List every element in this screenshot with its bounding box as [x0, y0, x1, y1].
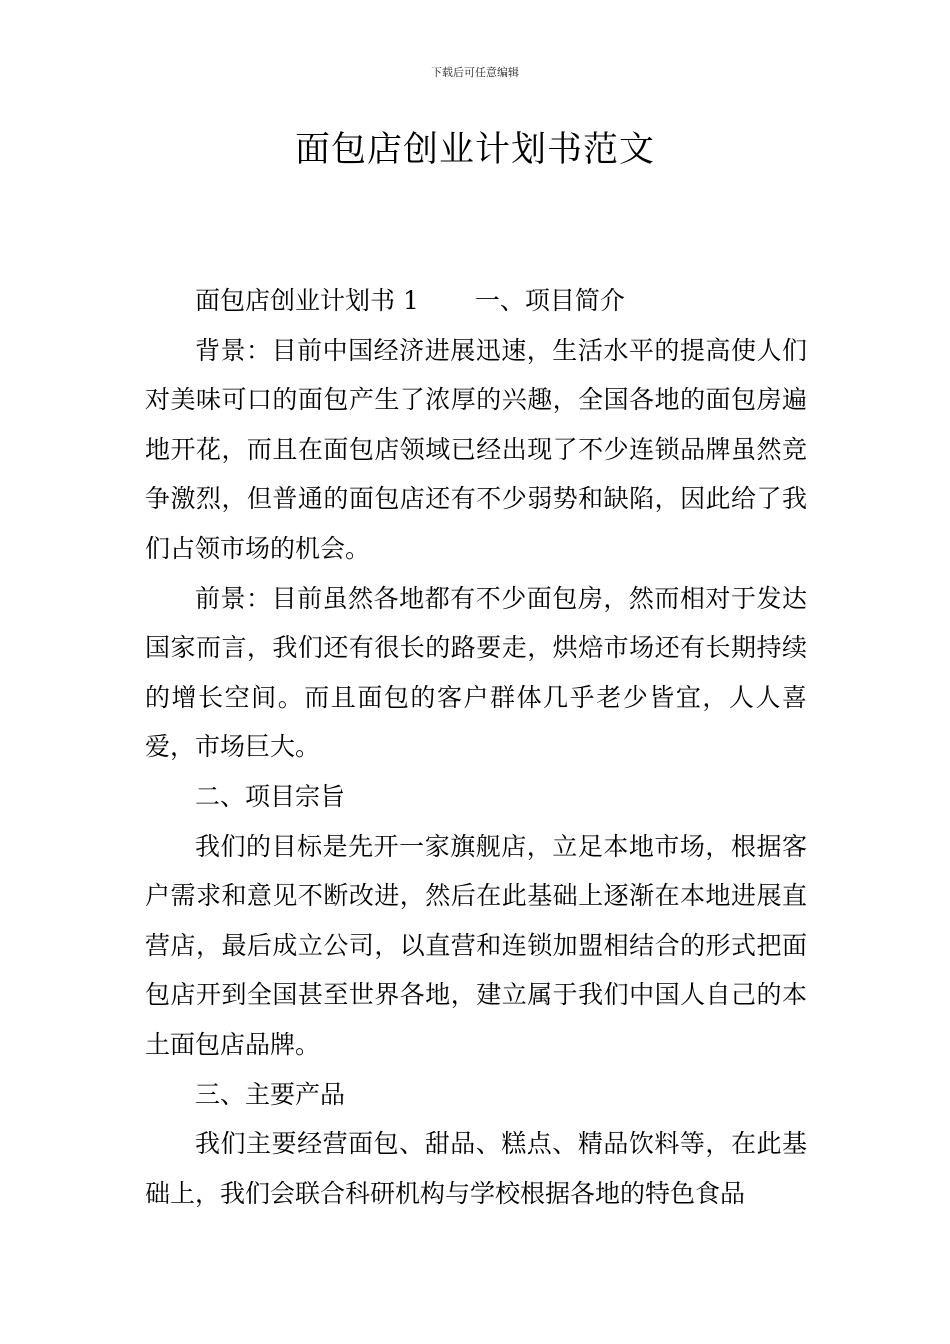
paragraph-background: 背景：目前中国经济进展迅速，生活水平的提高使人们对美味可口的面包产生了浓厚的兴趣，全国各地的面包房遍地开花，而且在面包店领域已经出现了不少连锁品牌虽然竞争激烈，但普通的面包店还有不少弱势和缺陷，因此给了我们占领市场的机会。 [145, 335, 807, 563]
document-body [145, 276, 807, 1218]
header-note: 下载后可任意编辑 [431, 66, 519, 79]
paragraph-products: 我们主要经营面包、甜品、糕点、精品饮料等，在此基础上，我们会联合科研机构与学校根据各地的特色食品 [145, 1129, 807, 1208]
paragraph-prospect: 前景：目前虽然各地都有不少面包房，然而相对于发达国家而言，我们还有很长的路要走，烘焙市场还有长期持续的增长空间。而且面包的客户群体几乎老少皆宜，人人喜爱，市场巨大。 [145, 583, 807, 762]
paragraph-purpose: 我们的目标是先开一家旗舰店，立足本地市场，根据客户需求和意见不断改进，然后在此基础上逐渐在本地进展直营店，最后成立公司，以直营和连锁加盟相结合的形式把面包店开到全国甚至世界各地，建立属于我们中国人自己的本土面包店品牌。 [145, 831, 807, 1059]
plan-subtitle: 面包店创业计划书 1 [195, 286, 419, 315]
section-heading-products: 三、主要产品 [195, 1079, 346, 1109]
section-heading-intro: 一、项目简介 [474, 286, 625, 315]
section-heading-purpose: 二、项目宗旨 [195, 781, 346, 811]
first-line [145, 276, 807, 326]
document-title: 面包店创业计划书范文 [294, 130, 655, 170]
